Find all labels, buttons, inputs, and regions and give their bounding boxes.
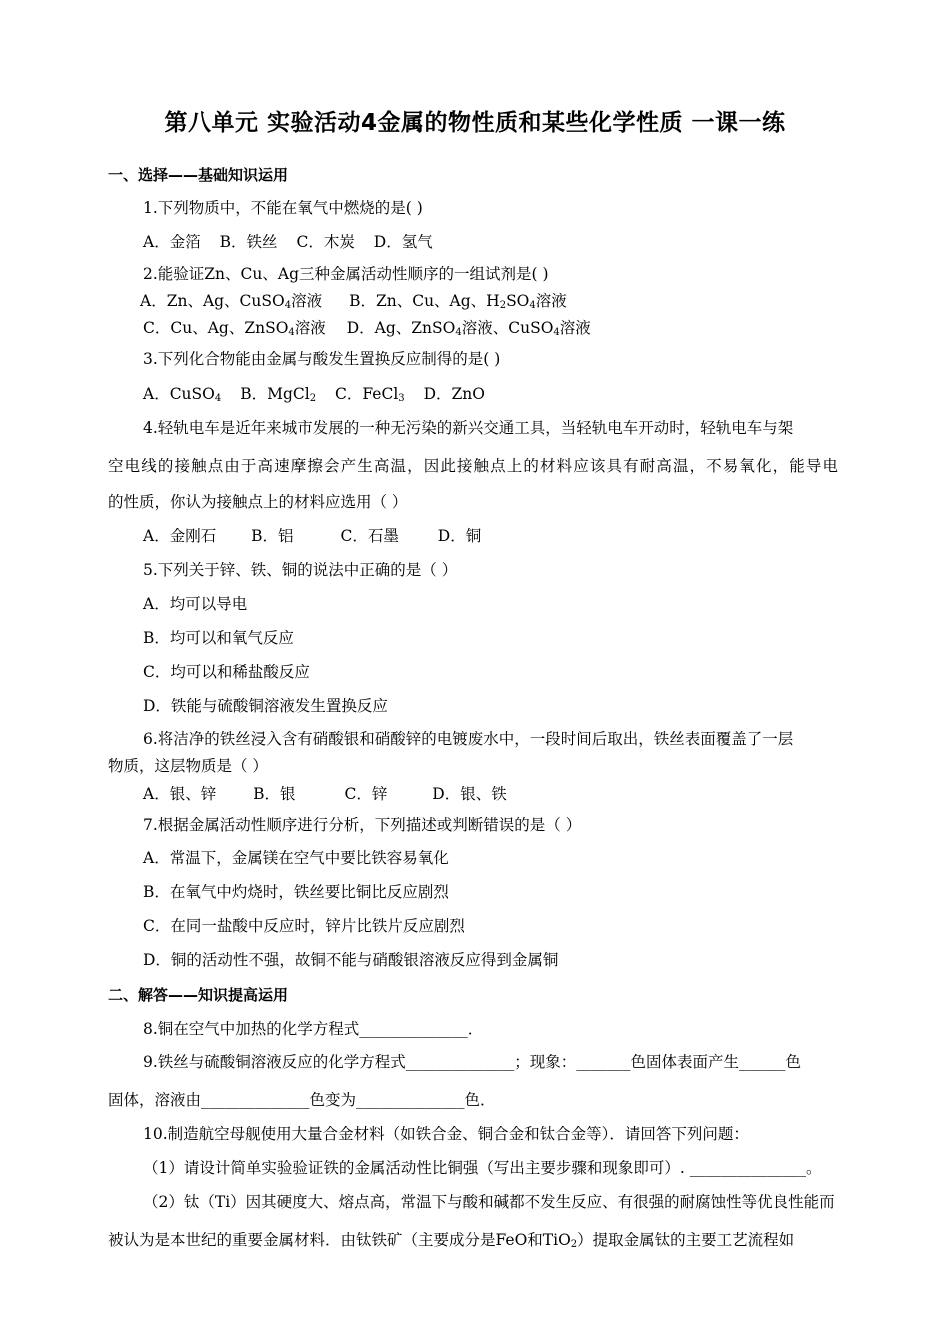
- option-c: C．石墨: [340, 527, 399, 545]
- option-b: B．MgCl$_2$: [240, 385, 317, 404]
- question-2-stem: 2.能验证Zn、Cu、Ag三种金属活动性顺序的一组试剂是( ): [143, 265, 549, 283]
- option-b: B．银: [253, 785, 296, 803]
- option-d: D．银、铁: [432, 785, 507, 803]
- option-c: C．FeCl$_3$: [335, 385, 405, 404]
- question-7-option-a: A．常温下，金属镁在空气中要比铁容易氧化: [143, 849, 449, 867]
- page-title: 第八单元 实验活动4金属的物性质和某些化学性质 一课一练: [164, 110, 786, 136]
- question-10-part-1: （1）请设计简单实验验证铁的金属活动性比铜强（写出主要步骤和现象即可）. _______________。: [143, 1159, 822, 1177]
- option-a: A．Zn、Ag、CuSO$_4$溶液: [140, 292, 323, 311]
- option-b: B．Zn、Cu、Ag、$H_2SO_4$溶液: [349, 292, 567, 311]
- option-d: D．氢气: [373, 233, 433, 251]
- question-7-option-b: B．在氧气中灼烧时，铁丝要比铜比反应剧烈: [143, 883, 449, 901]
- option-d: D．ZnO: [423, 385, 485, 403]
- question-7-option-c: C．在同一盐酸中反应时，锌片比铁片反应剧烈: [143, 917, 465, 935]
- option-d: D．Ag、ZnSO$_4$溶液、CuSO$_4$溶液: [346, 319, 591, 338]
- question-2-options-ab: [140, 291, 567, 311]
- option-b: B．铁丝: [219, 233, 278, 251]
- question-9-line-1: 9.铁丝与硫酸铜溶液反应的化学方程式______________；现象：_______色固体表面产生______色: [143, 1053, 802, 1071]
- option-d: D．铜: [437, 527, 482, 545]
- option-c: C．木炭: [296, 233, 355, 251]
- option-a: A．CuSO$_4$: [143, 385, 222, 404]
- question-3-stem: 3.下列化合物能由金属与酸发生置换反应制得的是( ): [143, 350, 501, 368]
- option-c: C．Cu、Ag、ZnSO$_4$溶液: [143, 319, 326, 338]
- question-7-stem: 7.根据金属活动性顺序进行分析，下列描述或判断错误的是（ ）: [143, 816, 582, 834]
- question-4-line-2: 空电线的接触点由于高速摩擦会产生高温，因此接触点上的材料应该具有耐高温，不易氧化，能导电: [108, 457, 838, 475]
- question-5-option-c: C．均可以和稀盐酸反应: [143, 663, 310, 681]
- option-b: B．铝: [251, 527, 294, 545]
- question-2-options-cd: [143, 318, 591, 338]
- question-10-part-2-line-1: （2）钛（Ti）因其硬度大、熔点高，常温下与酸和碱都不发生反应、有很强的耐腐蚀性等优良性能而: [143, 1193, 835, 1211]
- question-4-line-3: 的性质，你认为接触点上的材料应选用（ ）: [108, 493, 408, 511]
- question-10-part-2-line-2: 被认为是本世纪的重要金属材料．由钛铁矿（主要成分是FeO和TiO$_2$）提取金属钛的主要工艺流程如: [108, 1231, 795, 1250]
- question-7-option-d: D．铜的活动性不强，故铜不能与硝酸银溶液反应得到金属铜: [143, 951, 559, 969]
- question-5-option-a: A．均可以导电: [143, 595, 248, 613]
- question-1-options: [143, 232, 433, 252]
- question-6-line-1: 6.将洁净的铁丝浸入含有硝酸银和硝酸锌的电镀废水中，一段时间后取出，铁丝表面覆盖了一层: [143, 730, 794, 748]
- question-4-line-1: 4.轻轨电车是近年来城市发展的一种无污染的新兴交通工具，当轻轨电车开动时，轻轨电车与架: [143, 419, 794, 437]
- option-a: A．银、锌: [143, 785, 217, 803]
- question-9-line-2: 固体，溶液由______________色变为______________色．: [108, 1091, 496, 1109]
- question-5-option-d: D．铁能与硫酸铜溶液发生置换反应: [143, 697, 388, 715]
- option-c: C．锌: [344, 785, 388, 803]
- question-3-options: [143, 384, 485, 404]
- question-6-line-2: 物质，这层物质是（ ）: [108, 757, 268, 775]
- question-1-stem: 1.下列物质中，不能在氧气中燃烧的是( ): [143, 199, 423, 217]
- question-5-stem: 5.下列关于锌、铁、铜的说法中正确的是（ ）: [143, 561, 458, 579]
- option-a: A．金箔: [143, 233, 201, 251]
- section-heading-choice: 一、选择——基础知识运用: [108, 166, 289, 184]
- section-heading-answer: 二、解答——知识提高运用: [108, 986, 289, 1004]
- option-a: A．金刚石: [143, 527, 217, 545]
- question-5-option-b: B．均可以和氧气反应: [143, 629, 294, 647]
- question-8: 8.铜在空气中加热的化学方程式______________．: [143, 1020, 484, 1038]
- question-4-options: [143, 526, 481, 546]
- question-10-stem: 10.制造航空母舰使用大量合金材料（如铁合金、铜合金和钛合金等）．请回答下列问题：: [143, 1125, 749, 1143]
- question-6-options: [143, 784, 507, 804]
